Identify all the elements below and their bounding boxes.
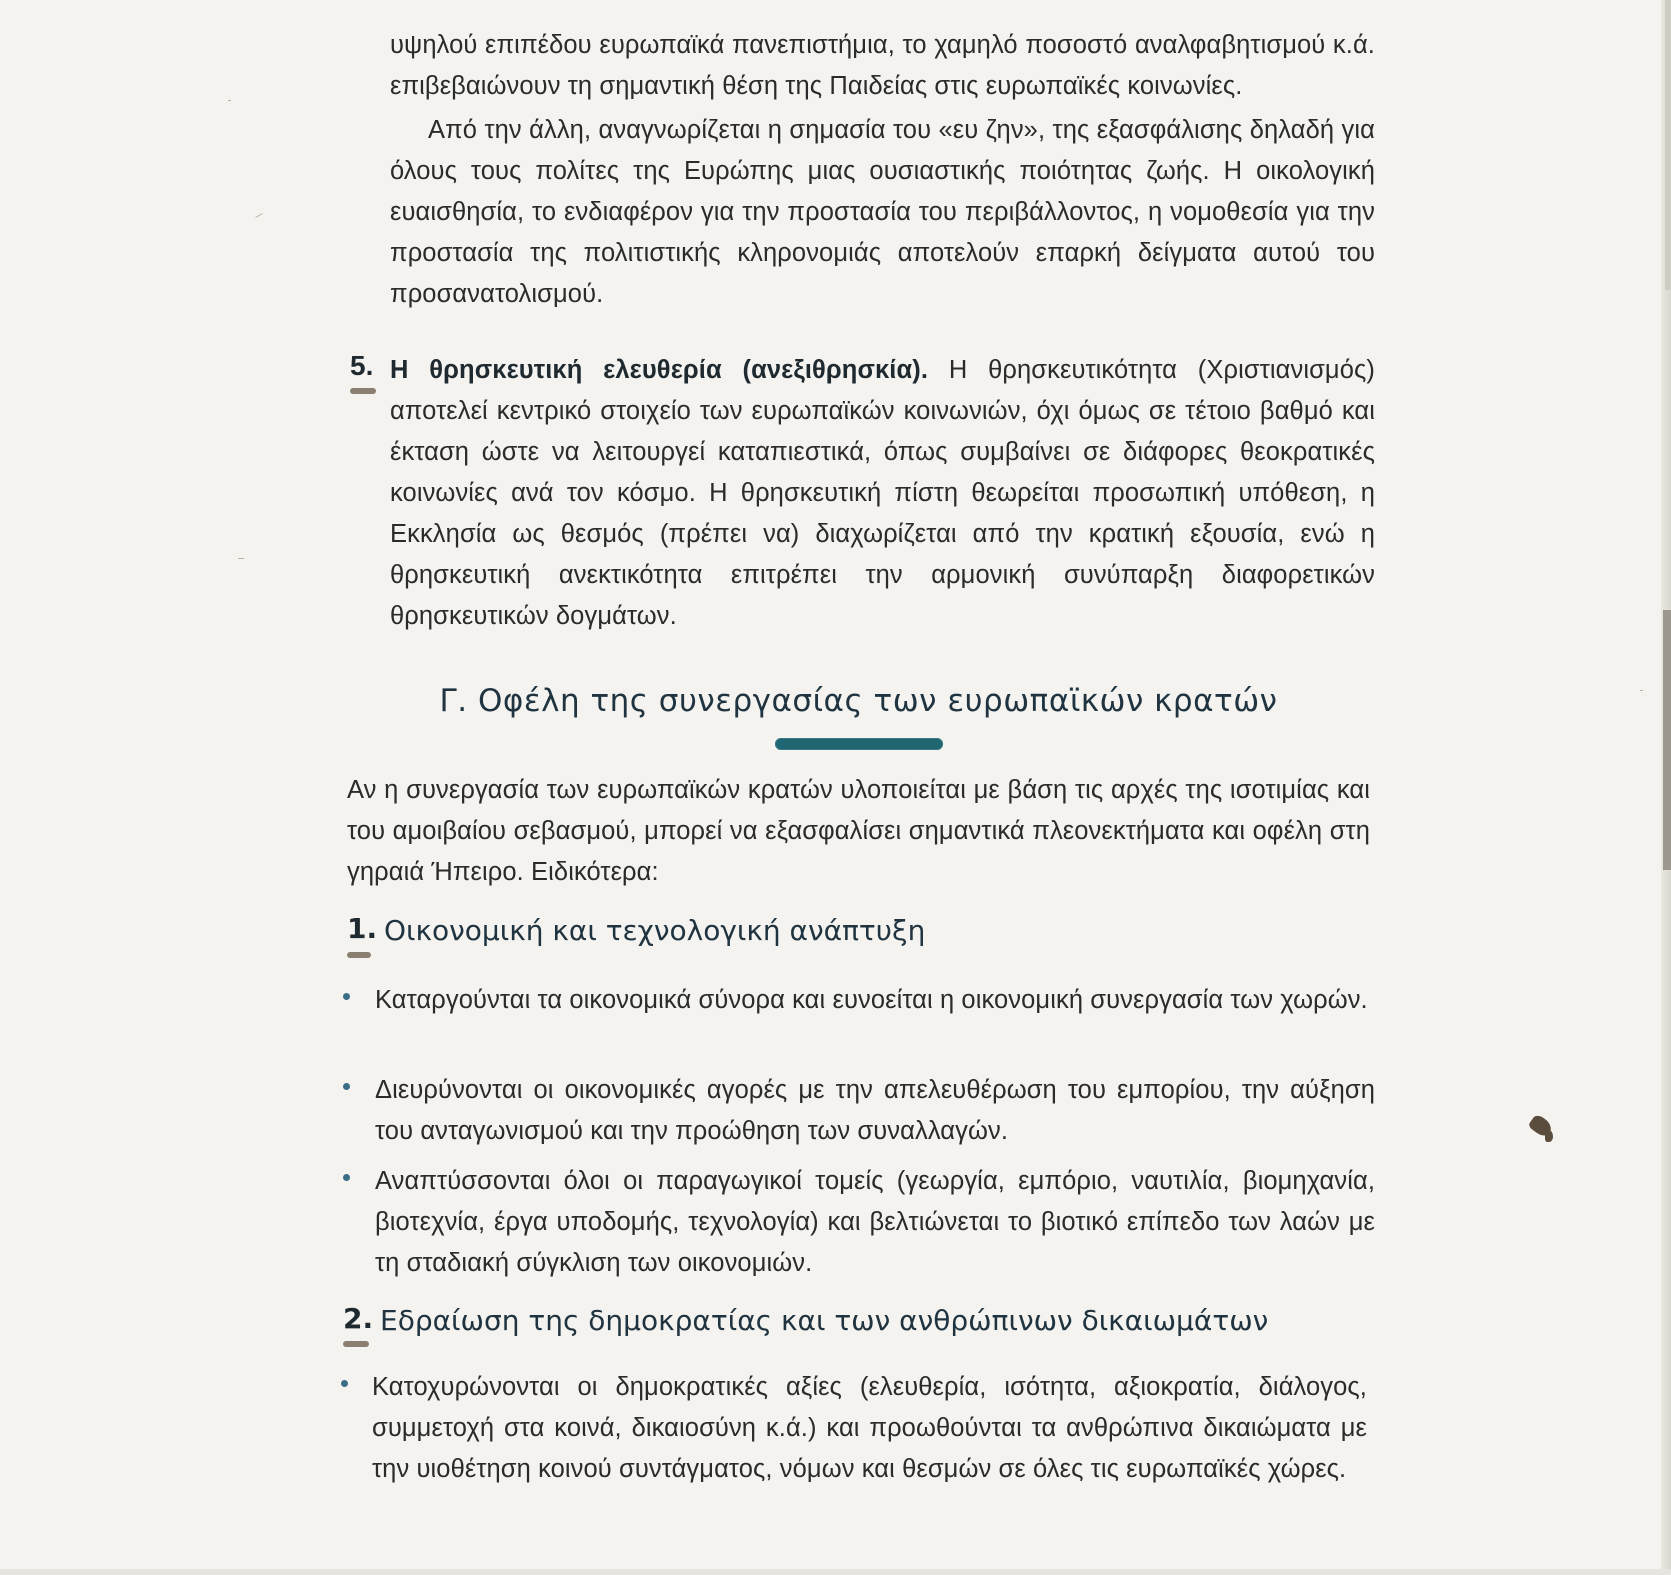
scan-speck	[1545, 1130, 1553, 1142]
bullet-item: Κατοχυρώνονται οι δημοκρατικές αξίες (ελευθερία, ισότητα, αξιοκρατία, διάλογος, συμμετοχή στα κοινά, δικαιοσύνη κ.ά.) και προωθούνται τα ανθρώπινα δικαιώματα με την υιοθέτηση κοινού συντάγματος, νόμων και θεσμών σε όλες τις ευρωπαϊκές χώρες.	[372, 1373, 1367, 1483]
subsection-number-2: 2.	[343, 1302, 374, 1335]
scan-speck	[238, 558, 244, 559]
bullet-item: Καταργούνται τα οικονομικά σύνορα και ευνοείται η οικονομική συνεργασία των χωρών.	[375, 986, 1368, 1014]
subsection-title-democracy: Εδραίωση της δημοκρατίας και των ανθρώπινων δικαιωμάτων	[380, 1304, 1269, 1337]
bullet-item: Αναπτύσσονται όλοι οι παραγωγικοί τομείς (γεωργία, εμπόριο, ναυτιλία, βιομηχανία, βιοτεχνία, έργα υποδομής, τεχνολογία) και βελτιώνεται το βιοτικό επίπεδο των λαών με τη σταδιακή σύγκλιση των οικονομιών.	[375, 1167, 1375, 1277]
item-number-5: 5.	[350, 350, 374, 381]
bullet-dot	[343, 1083, 350, 1090]
cooperation-paragraph: Αν η συνεργασία των ευρωπαϊκών κρατών υλοποιείται με βάση τις αρχές της ισοτιμίας και του αμοιβαίου σεβασμού, μπορεί να εξασφαλίσει σημαντικά πλεονεκτήματα και οφέλη στη γηραιά Ήπειρο. Ειδικότερα:	[347, 776, 1370, 886]
religion-body: Η θρησκευτικότητα (Χριστιανισμός) αποτελεί κεντρικό στοιχείο των ευρωπαϊκών κοινωνιών, όχι όμως σε τέτοιο βαθμό και έκταση ώστε να λειτουργεί καταπιεστικά, όπως συμβαίνει σε διάφορες θεοκρατικές κοινωνίες ανά τον κόσμο. Η θρησκευτική πίστη θεωρείται προσωπική υπόθεση, η Εκκλησία ως θεσμός (πρέπει να) διαχωρίζεται από την κρατική εξουσία, ενώ η θρησκευτική ανεκτικότητα επιτρέπει την αρμονική συνύπαρξη διαφορετικών θρησκευτικών δογμάτων.	[390, 356, 1375, 630]
number-underline	[347, 952, 371, 958]
scan-speck	[228, 100, 231, 101]
subsection-number-1: 1.	[347, 912, 378, 945]
section-heading: Γ. Οφέλη της συνεργασίας των ευρωπαϊκών κρατών	[439, 683, 1278, 719]
scan-speck	[255, 213, 262, 218]
bullet-dot	[343, 1174, 350, 1181]
page-edge-mark	[1665, 0, 1671, 290]
page-bottom-edge	[0, 1569, 1671, 1575]
number-underline	[343, 1341, 369, 1347]
subsection-title-economic: Οικονομική και τεχνολογική ανάπτυξη	[384, 914, 926, 947]
heading-underline-bar	[775, 738, 943, 750]
intro-paragraph: υψηλού επιπέδου ευρωπαϊκά πανεπιστήμια, το χαμηλό ποσοστό αναλφαβητισμού κ.ά. επιβεβαιώνουν τη σημαντική θέση της Παιδείας στις ευρωπαϊκές κοινωνίες.	[390, 31, 1375, 100]
scan-speck	[1640, 690, 1643, 691]
bullet-dot	[341, 1380, 348, 1387]
religion-title: Η θρησκευτική ελευθερία (ανεξιθρησκία).	[390, 356, 929, 384]
bullet-item: Διευρύνονται οι οικονομικές αγορές με την απελευθέρωση του εμπορίου, την αύξηση του ανταγωνισμού και την προώθηση των συναλλαγών.	[375, 1076, 1375, 1145]
number-underline	[350, 388, 376, 394]
page-edge-mark	[1663, 610, 1671, 870]
religion-paragraph	[390, 350, 1375, 637]
quality-of-life-paragraph: Από την άλλη, αναγνωρίζεται η σημασία του «ευ ζην», της εξασφάλισης δηλαδή για όλους τους πολίτες της Ευρώπης μιας ουσιαστικής ποιότητας ζωής. Η οικολογική ευαισθησία, το ενδιαφέρον για την προστασία του περιβάλλοντος, η νομοθεσία για την προστασία της πολιτιστικής κληρονομιάς αποτελούν επαρκή δείγματα αυτού του προσανατολισμού.	[390, 116, 1375, 308]
bullet-dot	[343, 993, 350, 1000]
